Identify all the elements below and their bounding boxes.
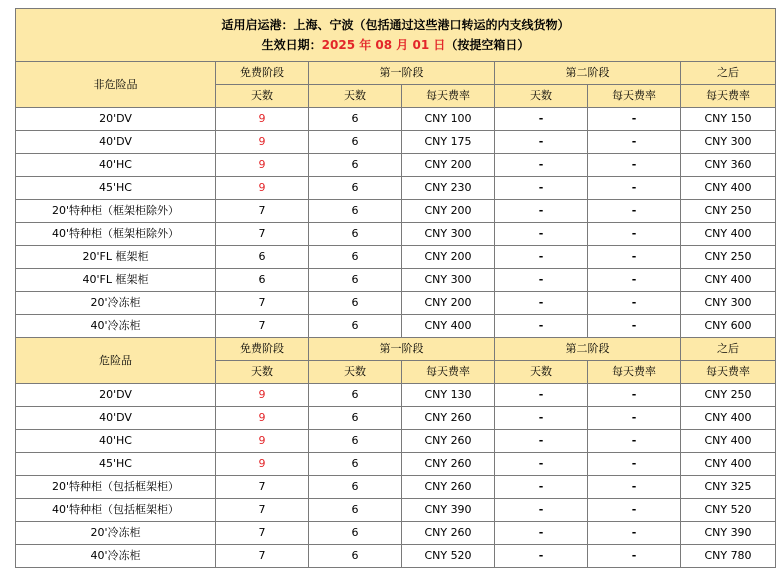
after-rate: CNY 150 <box>681 108 776 131</box>
container-type: 40'HC <box>16 154 216 177</box>
free-days: 6 <box>216 269 309 292</box>
stage2-days: - <box>495 246 588 269</box>
free-days: 9 <box>216 131 309 154</box>
stage2-rate: - <box>588 453 681 476</box>
stage2-days: - <box>495 315 588 338</box>
after-header: 之后 <box>681 62 776 85</box>
container-type: 20'冷冻柜 <box>16 292 216 315</box>
stage1-rate: CNY 260 <box>402 453 495 476</box>
stage1-rate: CNY 300 <box>402 269 495 292</box>
stage1-days: 6 <box>309 430 402 453</box>
after-rate-header: 每天费率 <box>681 361 776 384</box>
after-rate: CNY 250 <box>681 246 776 269</box>
container-type: 20'特种柜（框架柜除外） <box>16 200 216 223</box>
container-type: 45'HC <box>16 177 216 200</box>
container-type: 40'FL 框架柜 <box>16 269 216 292</box>
after-header: 之后 <box>681 338 776 361</box>
container-type: 45'HC <box>16 453 216 476</box>
stage1-days: 6 <box>309 476 402 499</box>
section-label: 非危险品 <box>16 62 216 108</box>
table-row <box>16 315 776 338</box>
stage1-days: 6 <box>309 108 402 131</box>
free-days: 7 <box>216 522 309 545</box>
stage1-days: 6 <box>309 269 402 292</box>
stage1-header: 第一阶段 <box>309 62 495 85</box>
stage1-days: 6 <box>309 453 402 476</box>
stage1-rate-header: 每天费率 <box>402 85 495 108</box>
stage1-days: 6 <box>309 177 402 200</box>
after-rate: CNY 400 <box>681 430 776 453</box>
stage1-rate: CNY 260 <box>402 430 495 453</box>
stage2-header: 第二阶段 <box>495 338 681 361</box>
stage2-rate: - <box>588 499 681 522</box>
stage2-rate: - <box>588 223 681 246</box>
section-header-row <box>16 338 776 361</box>
table-row <box>16 476 776 499</box>
stage2-rate: - <box>588 476 681 499</box>
stage1-days: 6 <box>309 292 402 315</box>
free-days: 9 <box>216 407 309 430</box>
table-row <box>16 499 776 522</box>
table-title <box>16 9 776 62</box>
after-rate: CNY 400 <box>681 269 776 292</box>
table-row <box>16 131 776 154</box>
stage1-rate: CNY 200 <box>402 154 495 177</box>
free-days-header: 天数 <box>216 85 309 108</box>
stage1-days-header: 天数 <box>309 361 402 384</box>
free-period-header: 免费阶段 <box>216 338 309 361</box>
after-rate: CNY 400 <box>681 177 776 200</box>
after-rate: CNY 300 <box>681 131 776 154</box>
stage2-rate: - <box>588 177 681 200</box>
stage1-rate: CNY 175 <box>402 131 495 154</box>
stage1-days-header: 天数 <box>309 85 402 108</box>
container-type: 20'DV <box>16 384 216 407</box>
free-days: 9 <box>216 384 309 407</box>
stage2-days: - <box>495 522 588 545</box>
stage1-rate: CNY 200 <box>402 292 495 315</box>
after-rate-header: 每天费率 <box>681 85 776 108</box>
stage2-days: - <box>495 476 588 499</box>
stage2-days: - <box>495 407 588 430</box>
stage1-days: 6 <box>309 545 402 568</box>
container-type: 40'冷冻柜 <box>16 315 216 338</box>
container-type: 40'DV <box>16 407 216 430</box>
free-days: 7 <box>216 315 309 338</box>
table-row <box>16 108 776 131</box>
stage2-days: - <box>495 177 588 200</box>
stage2-days: - <box>495 131 588 154</box>
effective-date-line <box>16 35 775 55</box>
stage2-rate: - <box>588 522 681 545</box>
section-header-row <box>16 62 776 85</box>
stage1-rate: CNY 520 <box>402 545 495 568</box>
after-rate: CNY 400 <box>681 407 776 430</box>
table-row <box>16 407 776 430</box>
stage2-rate: - <box>588 407 681 430</box>
free-days: 9 <box>216 430 309 453</box>
container-type: 20'FL 框架柜 <box>16 246 216 269</box>
after-rate: CNY 780 <box>681 545 776 568</box>
stage2-days: - <box>495 223 588 246</box>
stage1-rate: CNY 260 <box>402 476 495 499</box>
effective-date-label: 生效日期： <box>261 38 322 52</box>
stage2-days-header: 天数 <box>495 361 588 384</box>
stage1-days: 6 <box>309 200 402 223</box>
table-row <box>16 200 776 223</box>
free-days: 9 <box>216 453 309 476</box>
after-rate: CNY 325 <box>681 476 776 499</box>
tariff-table-container <box>15 8 775 568</box>
stage1-rate: CNY 100 <box>402 108 495 131</box>
stage2-header: 第二阶段 <box>495 62 681 85</box>
stage2-rate: - <box>588 154 681 177</box>
after-rate: CNY 520 <box>681 499 776 522</box>
stage1-rate: CNY 200 <box>402 200 495 223</box>
stage1-rate: CNY 400 <box>402 315 495 338</box>
stage2-rate: - <box>588 269 681 292</box>
after-rate: CNY 300 <box>681 292 776 315</box>
container-type: 40'冷冻柜 <box>16 545 216 568</box>
stage1-days: 6 <box>309 384 402 407</box>
after-rate: CNY 360 <box>681 154 776 177</box>
effective-date-note: （按提空箱日） <box>445 38 530 52</box>
stage1-rate: CNY 200 <box>402 246 495 269</box>
stage2-days: - <box>495 200 588 223</box>
stage2-days: - <box>495 384 588 407</box>
table-row <box>16 269 776 292</box>
free-days: 7 <box>216 292 309 315</box>
stage2-rate: - <box>588 200 681 223</box>
stage2-rate: - <box>588 108 681 131</box>
stage1-days: 6 <box>309 522 402 545</box>
container-type: 40'特种柜（框架柜除外） <box>16 223 216 246</box>
after-rate: CNY 400 <box>681 453 776 476</box>
table-row <box>16 430 776 453</box>
free-days: 6 <box>216 246 309 269</box>
after-rate: CNY 600 <box>681 315 776 338</box>
table-row <box>16 545 776 568</box>
table-row <box>16 177 776 200</box>
container-type: 20'DV <box>16 108 216 131</box>
free-days: 7 <box>216 223 309 246</box>
stage2-rate: - <box>588 430 681 453</box>
stage2-days: - <box>495 154 588 177</box>
stage1-days: 6 <box>309 154 402 177</box>
stage1-rate: CNY 390 <box>402 499 495 522</box>
stage1-days: 6 <box>309 223 402 246</box>
table-row <box>16 384 776 407</box>
stage2-days: - <box>495 292 588 315</box>
stage2-days: - <box>495 269 588 292</box>
free-days: 9 <box>216 177 309 200</box>
free-days: 7 <box>216 476 309 499</box>
stage1-rate: CNY 300 <box>402 223 495 246</box>
stage2-rate: - <box>588 315 681 338</box>
stage1-days: 6 <box>309 246 402 269</box>
container-type: 20'冷冻柜 <box>16 522 216 545</box>
free-period-header: 免费阶段 <box>216 62 309 85</box>
stage2-days: - <box>495 499 588 522</box>
applicable-ports-line: 适用启运港：上海、宁波（包括通过这些港口转运的内支线货物） <box>221 18 570 32</box>
stage1-rate: CNY 260 <box>402 407 495 430</box>
after-rate: CNY 390 <box>681 522 776 545</box>
stage2-rate-header: 每天费率 <box>588 85 681 108</box>
stage1-rate: CNY 230 <box>402 177 495 200</box>
stage2-rate: - <box>588 246 681 269</box>
after-rate: CNY 250 <box>681 200 776 223</box>
demurrage-tariff-table <box>15 8 776 568</box>
after-rate: CNY 400 <box>681 223 776 246</box>
stage2-rate-header: 每天费率 <box>588 361 681 384</box>
stage1-days: 6 <box>309 131 402 154</box>
stage2-days: - <box>495 545 588 568</box>
table-row <box>16 246 776 269</box>
stage1-rate-header: 每天费率 <box>402 361 495 384</box>
container-type: 20'特种柜（包括框架柜） <box>16 476 216 499</box>
container-type: 40'HC <box>16 430 216 453</box>
stage2-days: - <box>495 430 588 453</box>
after-rate: CNY 250 <box>681 384 776 407</box>
effective-date-value: 2025 年 08 月 01 日 <box>321 38 446 52</box>
table-row <box>16 223 776 246</box>
container-type: 40'DV <box>16 131 216 154</box>
stage2-rate: - <box>588 545 681 568</box>
stage1-rate: CNY 260 <box>402 522 495 545</box>
stage1-rate: CNY 130 <box>402 384 495 407</box>
free-days: 7 <box>216 200 309 223</box>
stage2-days: - <box>495 453 588 476</box>
section-label: 危险品 <box>16 338 216 384</box>
stage2-rate: - <box>588 384 681 407</box>
stage2-rate: - <box>588 292 681 315</box>
free-days: 7 <box>216 545 309 568</box>
table-row <box>16 292 776 315</box>
table-row <box>16 522 776 545</box>
stage2-days: - <box>495 108 588 131</box>
free-days: 9 <box>216 154 309 177</box>
stage2-rate: - <box>588 131 681 154</box>
free-days: 7 <box>216 499 309 522</box>
free-days-header: 天数 <box>216 361 309 384</box>
stage1-days: 6 <box>309 407 402 430</box>
stage1-header: 第一阶段 <box>309 338 495 361</box>
stage1-days: 6 <box>309 499 402 522</box>
container-type: 40'特种柜（包括框架柜） <box>16 499 216 522</box>
table-row <box>16 154 776 177</box>
free-days: 9 <box>216 108 309 131</box>
table-row <box>16 453 776 476</box>
stage1-days: 6 <box>309 315 402 338</box>
stage2-days-header: 天数 <box>495 85 588 108</box>
